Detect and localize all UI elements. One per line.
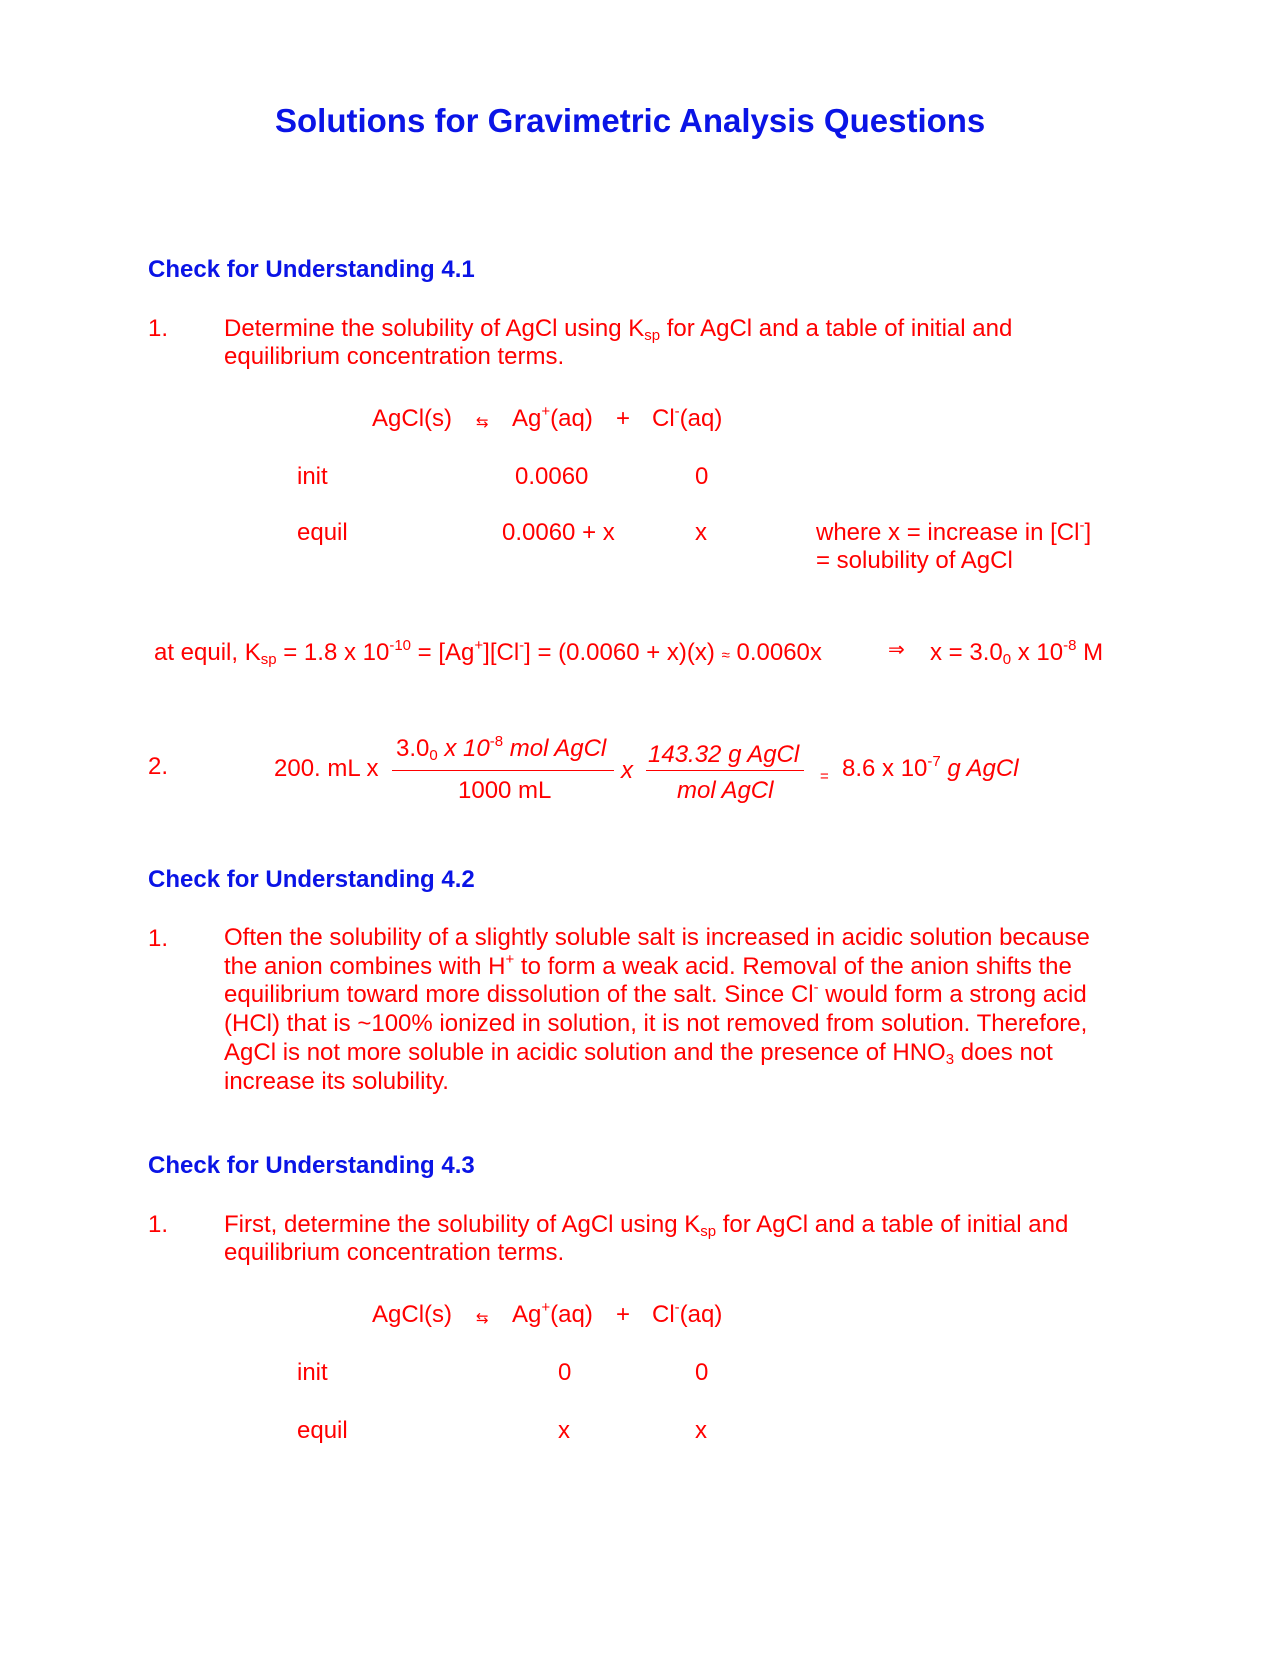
fraction-2-bar [646,770,804,771]
init-label: init [297,1359,328,1386]
reaction-reactant: AgCl(s) [372,405,453,432]
question-number: 1. [148,1211,169,1238]
reaction-silver-ion: Ag+(aq) [512,403,593,432]
approx-icon: ≈ [721,647,730,664]
question-number: 1. [148,315,169,342]
implies-icon: ⇒ [888,639,905,661]
question-number-2: 2. [148,753,169,780]
section-heading-4-2: Check for Understanding 4.2 [148,866,475,893]
page-title: Solutions for Gravimetric Analysis Questions [275,102,986,139]
question-text: Determine the solubility of AgCl using $K_{sp}$ for AgCl and a table of initial and [224,315,1013,344]
equil-silver: 0.0060 + x [502,519,615,546]
equilibrium-arrow-icon: ⇆ [476,414,489,431]
init-chloride: 0 [695,1359,709,1386]
equals-sign: = [820,768,829,785]
reaction-plus: + [616,1301,631,1328]
reaction-plus: + [616,405,631,432]
equil-label: equil [297,1417,348,1444]
equil-chloride: x [695,1417,707,1444]
question-text-line-2: equilibrium concentration terms. [224,1239,565,1266]
ksp-equation: at equil, $K_{sp} = 1.8$ x $10^{-10} = [Ag^+][Cl^-] = (0.0060 + x)(x) \approx 0.0060x$ [154,637,822,668]
where-note-line-2: = solubility of AgCl [816,547,1013,574]
calc-result: 8.6 x $10^{-7}$ g AgCl [842,753,1019,782]
equil-label: equil [297,519,348,546]
reaction-silver-ion: Ag+(aq) [512,1299,593,1328]
equil-chloride: x [695,519,707,546]
fraction-2-denominator: mol AgCl [677,777,774,804]
calc-lead: 200. mL x [274,755,379,782]
where-note: where x = increase in [Cl-] [816,517,1092,546]
fraction-1-bar [392,770,614,771]
init-label: init [297,463,328,490]
reaction-chloride-ion: Cl-(aq) [652,403,723,432]
times-sign: x [621,757,633,784]
init-chloride: 0 [695,463,709,490]
reaction-reactant: AgCl(s) [372,1301,453,1328]
question-text: First, determine the solubility of AgCl using $K_{sp}$ for AgCl and a table of initial and [224,1211,1069,1240]
reaction-chloride-ion: Cl-(aq) [652,1299,723,1328]
question-number: 1. [148,925,169,952]
section-heading-4-1: Check for Understanding 4.1 [148,256,475,283]
fraction-1-numerator: $3.0_0$ x $10^{-8}$ mol AgCl [396,733,607,764]
init-silver: 0.0060 [515,463,589,490]
equil-silver: x [558,1417,570,1444]
answer-paragraph: Often the solubility of a slightly soluble salt is increased in acidic solution because the anion combines with H+ to form a weak acid. Removal of the anion shifts the equilibrium toward more dissolution of the salt. Since Cl- would form a strong acid (HCl) that is ~100% ionized in solution, it is not removed from solution. Therefore, AgCl is not more soluble in acidic solution and the presence of $HNO_3$ does not increase its solubility. [224,924,1090,1095]
section-heading-4-3: Check for Understanding 4.3 [148,1152,475,1179]
init-silver: 0 [558,1359,572,1386]
fraction-2-numerator: 143.32 g AgCl [648,741,800,768]
equilibrium-arrow-icon: ⇆ [476,1310,489,1327]
ksp-result: $x = 3.0_0$ x $10^{-8}$ M [930,637,1104,668]
fraction-1-denominator: 1000 mL [458,777,552,804]
question-text-line-2: equilibrium concentration terms. [224,343,565,370]
